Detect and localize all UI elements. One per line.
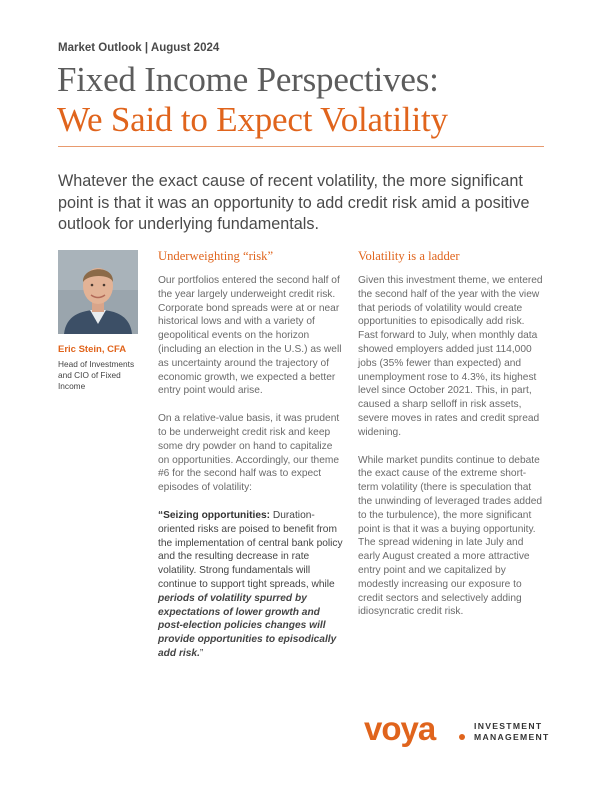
quote-end: ” [199, 647, 204, 659]
paragraph: On a relative-value basis, it was prudent to be underweight credit risk and keep some dry powder on hand to capitalize on opportunities. Accordingly, our theme #6 for the second half was to expect episodes of volatility: [158, 413, 340, 494]
logo-dot [459, 734, 465, 740]
voya-logo [364, 712, 554, 752]
paragraph: Our portfolios entered the second half of the year largely underweight credit risk. Corporate bond spreads were at or near historical lows and with a variety of geopolitical events on the horizon (including an election in the U.S.) as well as uncertainty around the trajectory of economic growth, we expected a better entry point would arise. [158, 275, 342, 397]
logo-wordmark: voya [364, 710, 436, 747]
quote-lead: “Seizing opportunities: [158, 509, 271, 521]
column-volatility-ladder [358, 248, 544, 633]
logo-tagline [474, 721, 550, 743]
quote-emphasis: periods of volatility spurred by expectations of lower growth and post-election policies changes will provide opportunities to episodically add risk. [158, 592, 337, 659]
column-underweighting-risk [158, 248, 344, 675]
title-line-2: We Said to Expect Volatility [57, 100, 448, 139]
author-photo [58, 250, 138, 334]
author-role: Head of Investments and CIO of Fixed Income [58, 359, 135, 391]
section-heading-volatility: Volatility is a ladder [358, 249, 460, 263]
title-line-1: Fixed Income Perspectives: [57, 60, 439, 99]
report-kicker: Market Outlook | August 2024 [58, 42, 220, 54]
paragraph: While market pundits continue to debate the exact cause of the extreme short-term volatility (there is speculation that the unwinding of leveraged trades added to the turbulence), the more significant point is that it was a buying opportunity. The spread widening in late July and early August created a more attractive entry point and we capitalized by modestly increasing our exposure to credit sectors and selectively adding idiosyncratic credit risk. [358, 454, 543, 618]
theme-quote [158, 509, 344, 661]
paragraph: Given this investment theme, we entered the second half of the year with the view that periods of volatility would create opportunities to episodically add risk. Fast forward to July, when monthly data showed employers added just 114,000 jobs (35% fewer than expected) and unemployment rose to 4.3%, its highest level since October 2021. This, in part, caused a sharp selloff in risk assets, severe moves in rates and credit spread widening. [358, 275, 543, 438]
page-title [57, 60, 557, 140]
logo-tag-line-2: MANAGEMENT [474, 732, 550, 742]
lede-paragraph: Whatever the exact cause of recent volatility, the more significant point is that it was an opportunity to add credit risk amid a positive outlook for underlying fundamentals. [58, 172, 530, 233]
section-heading-underweighting: Underweighting “risk” [158, 249, 274, 263]
author-name: Eric Stein, CFA [58, 344, 127, 355]
title-divider [58, 146, 544, 147]
logo-tag-line-1: INVESTMENT [474, 721, 543, 731]
quote-body: Duration-oriented risks are poised to benefit from the implementation of central bank policy and the resulting decrease in rate volatility. Strong fundamentals will continue to support tight spreads, while [158, 509, 343, 590]
